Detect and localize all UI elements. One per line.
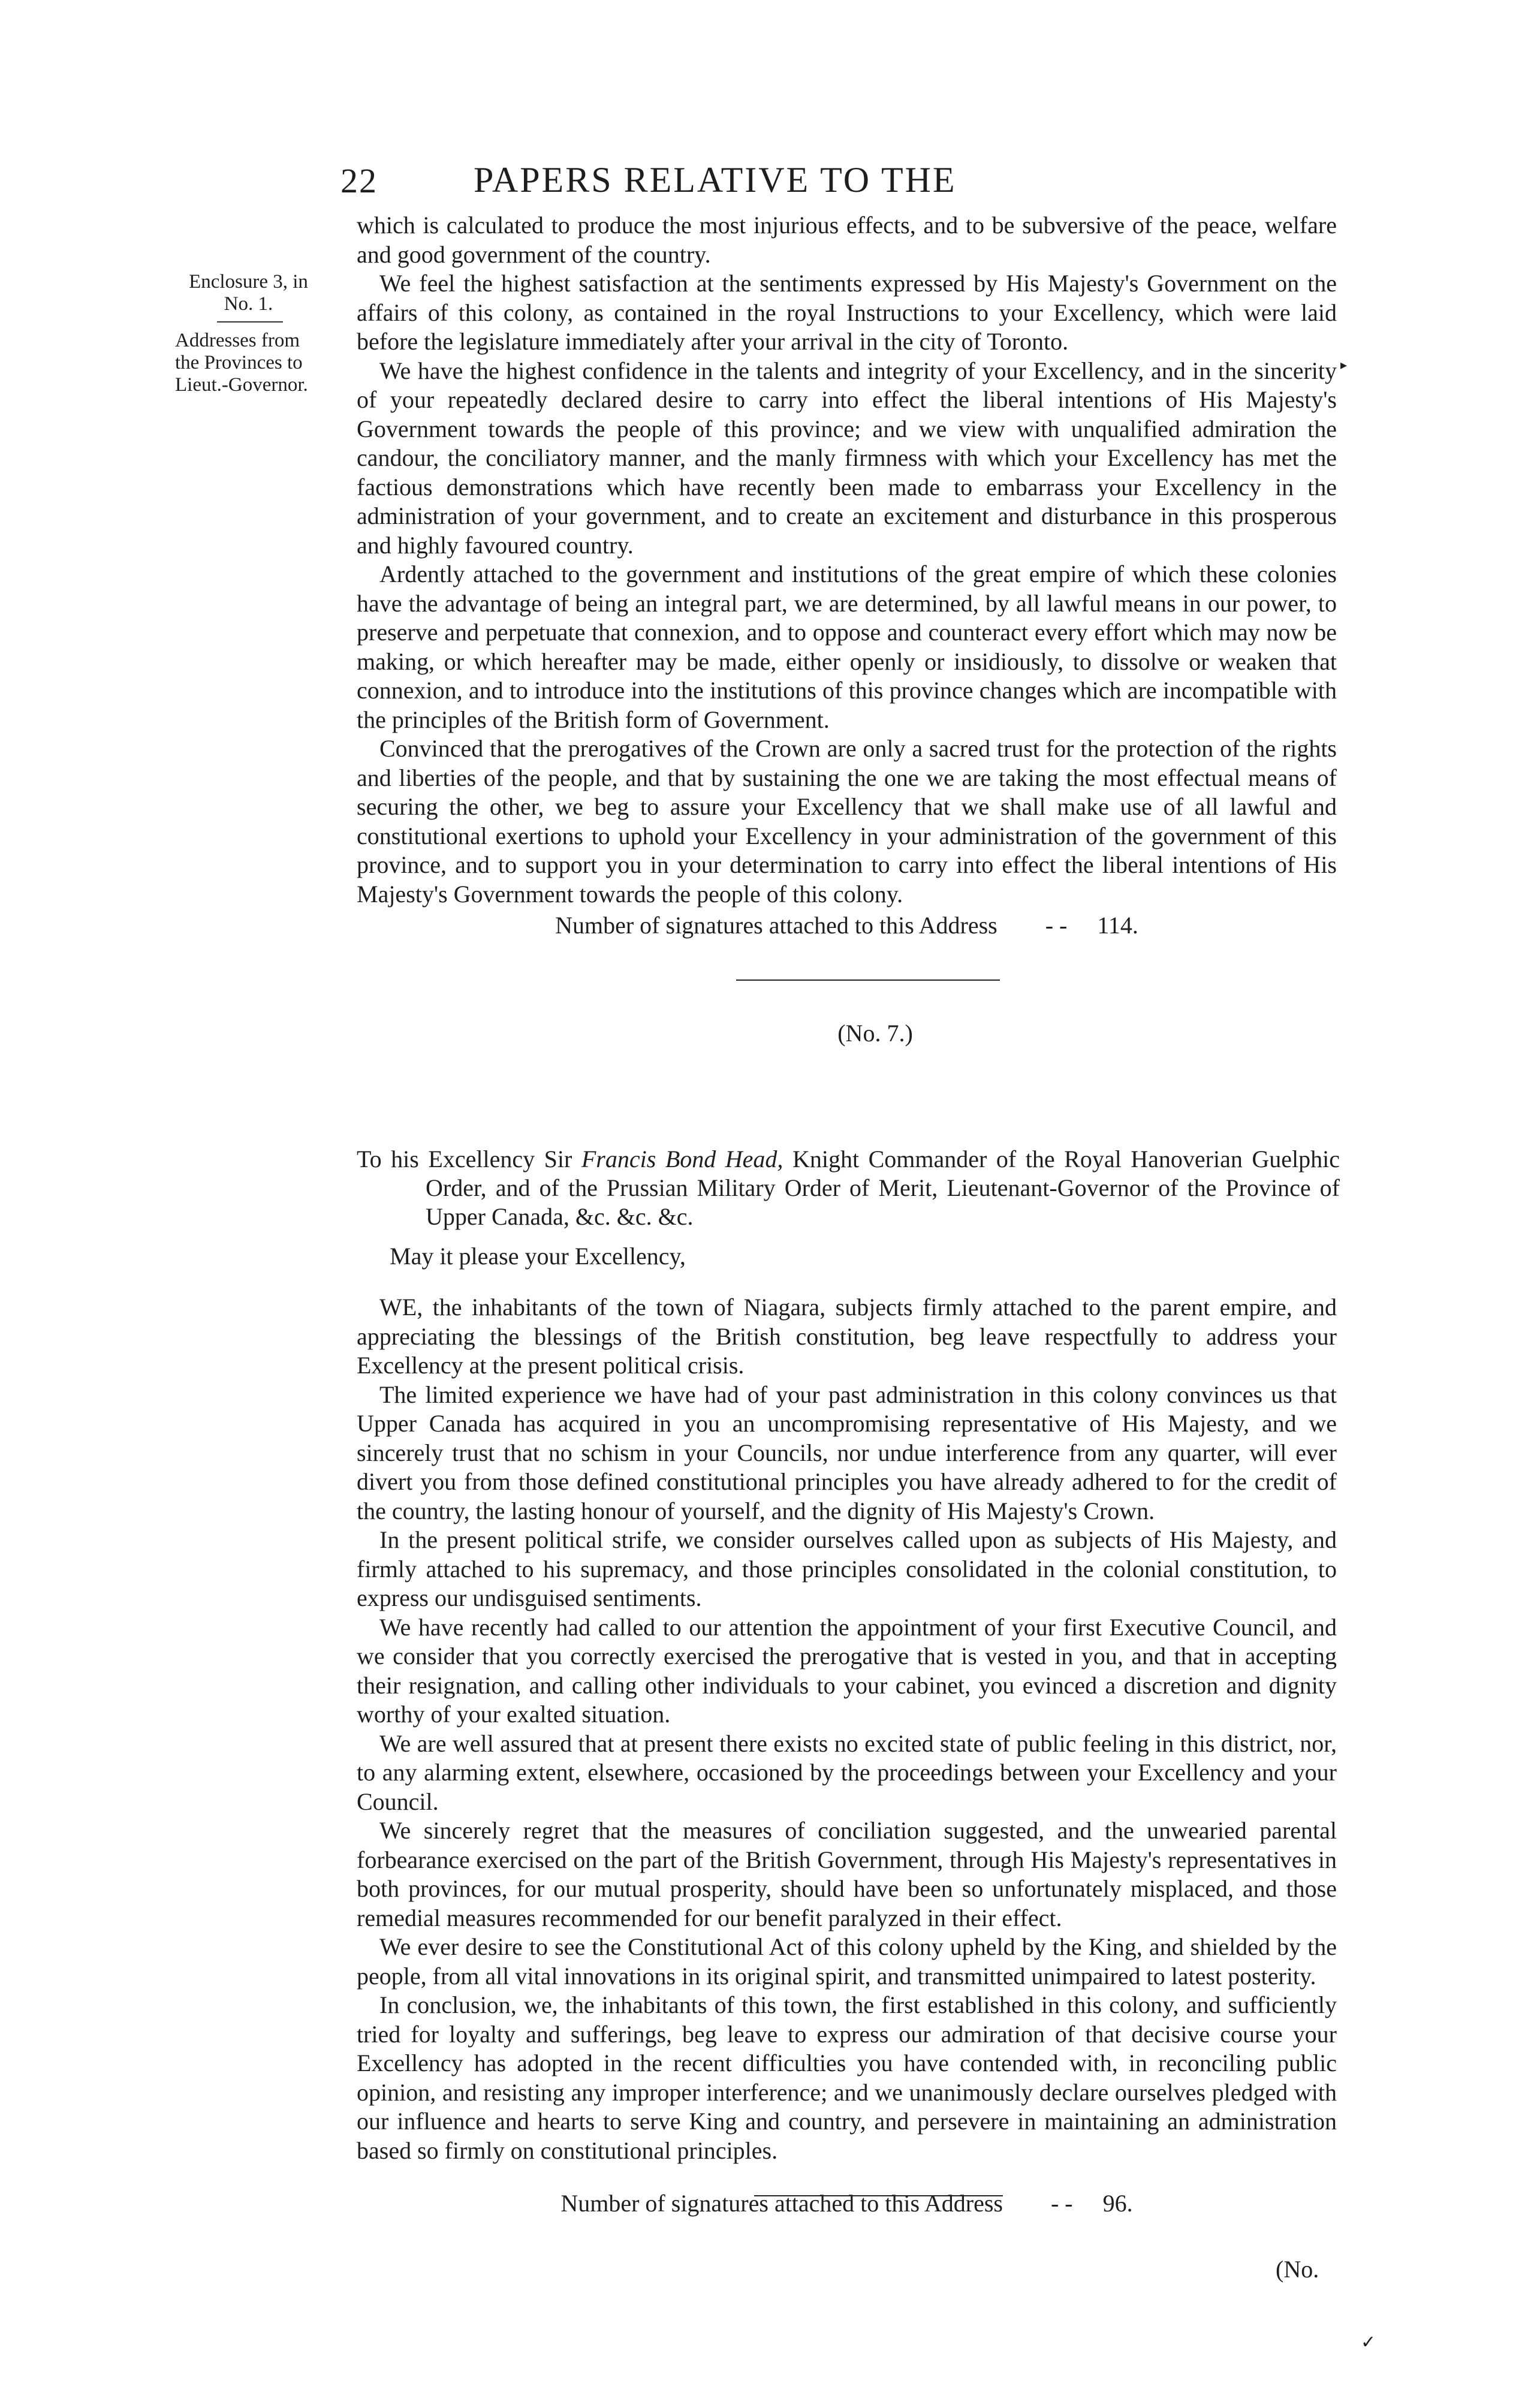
signatures-dashes: - - xyxy=(1050,2190,1073,2217)
page-number: 22 xyxy=(340,161,378,200)
address-6-paragraph: Convinced that the prerogatives of the Crown are only a sacred trust for the protection of the rights and liberties of the people, and that by sustaining the one we are taking the most effectual means of securing the other, we beg to assure your Excellency that we shall make use of all lawful and constitutional exertions to uphold your Excellency in your administration of the government of this province, and to support you in your determination to carry into effect the liberal intentions of His Majesty's Government towards the people of this colony. xyxy=(357,735,1337,908)
address-6-paragraph: We have the highest confidence in the talents and integrity of your Excellency, and in the sincerity of your repeatedly declared desire to carry into effect the liberal intentions of His Majesty's Government towards the people of this province; and we view with unqualified admiration the candour, the conciliatory manner, and the manly firmness with which your Excellency has met the factious demonstrations which have recently been made to embarrass your Excellency in the administration of your government, and to create an excitement and disturbance in this prosperous and highly favoured country. xyxy=(357,357,1337,559)
checkmark-icon: ✓ xyxy=(1361,2332,1376,2352)
address-7-paragraph: The limited experience we have had of your past administration in this colony convinces us that Upper Canada has acquired in you an uncompromising representative of His Majesty, and we sincerely trust that no schism in your Councils, nor undue interference from any quarter, will ever divert you from those defined constitutional principles you have already adhered to for the credit of the country, the lasting honour of yourself, and the dignity of His Majesty's Crown. xyxy=(357,1381,1337,1524)
margin-note-addresses: Addresses from the Provinces to Lieut.-Governor. xyxy=(175,330,308,396)
to-line-rest: Knight Commander of the Royal Hanoverian Guelphic Order, and of the Prussian Military Order of Merit, Lieutenant-Governor of the Province of Upper Canada, &c. &c. &c. xyxy=(426,1146,1340,1230)
address-6-signatures xyxy=(357,911,1337,941)
catchword: (No. xyxy=(1276,2256,1319,2283)
address-6-paragraph: which is calculated to produce the most injurious effects, and to be subversive of the peace, welfare and good government of the country. xyxy=(357,212,1337,268)
margin-note-rule xyxy=(217,321,283,323)
address-6-body xyxy=(357,211,1337,941)
margin-note-enclosure: Enclosure 3, in xyxy=(189,271,308,293)
address-7-paragraph: We sincerely regret that the measures of conciliation suggested, and the unwearied parental forbearance exercised on the part of the British Government, through His Majesty's representatives in both provinces, for our mutual prosperity, should have been so unfortunately misplaced, and those remedial measures recommended for our benefit paralyzed in their effect. xyxy=(357,1817,1337,1931)
signatures-count: 96. xyxy=(1102,2190,1133,2217)
address-7-signatures xyxy=(357,2189,1337,2219)
running-head: PAPERS RELATIVE TO THE xyxy=(474,160,957,200)
section-rule xyxy=(754,2195,1003,2196)
signatures-label: Number of signatures attached to this Address xyxy=(555,912,997,939)
address-7-paragraph: We ever desire to see the Constitutional Act of this colony upheld by the King, and shielded by the people, from all vital innovations in its original spirit, and transmitted unimpaired to latest posterity. xyxy=(357,1933,1337,1990)
address-7-paragraph: In conclusion, we, the inhabitants of this town, the first established in this colony, and sufficiently tried for loyalty and sufferings, beg leave to express our admiration of that decisive course your Excellency has adopted in the recent difficulties you have contended with, in reconciling public opinion, and resisting any improper interference; and we unanimously declare ourselves pledged with our influence and hearts to serve King and country, and persevere in maintaining an administration based so firmly on constitutional principles. xyxy=(357,1991,1337,2164)
address-7-body xyxy=(357,1293,1337,2219)
addressee-name: Francis Bond Head, xyxy=(581,1146,783,1173)
signatures-count: 114. xyxy=(1097,912,1138,939)
address-7-paragraph: In the present political strife, we consider ourselves called upon as subjects of His Majesty, and firmly attached to his supremacy, and those principles consolidated in the colonial constitution, to express our undisguised sentiments. xyxy=(357,1526,1337,1611)
margin-note-number: No. 1. xyxy=(224,293,273,315)
address-7-heading xyxy=(357,1145,1340,1231)
section-rule xyxy=(736,979,1000,981)
address-7-to-line xyxy=(357,1145,1340,1231)
signatures-dashes: - - xyxy=(1045,912,1068,939)
address-7-paragraph: We have recently had called to our attention the appointment of your first Executive Council, and we consider that you correctly exercised the prerogative that is vested in you, and that in accepting their resignation, and calling other individuals to your cabinet, you evinced a discretion and dignity worthy of your exalted situation. xyxy=(357,1613,1337,1728)
address-7-paragraph: WE, the inhabitants of the town of Niagara, subjects firmly attached to the parent empire, and appreciating the blessings of the British constitution, beg leave respectfully to address your Excellency at the present political crisis. xyxy=(357,1294,1337,1379)
margin-note xyxy=(175,271,322,396)
address-6-paragraph: We feel the highest satisfaction at the sentiments expressed by His Majesty's Government on the affairs of this colony, as contained in the royal Instructions to your Excellency, which were laid before the legislature immediately after your arrival in the city of Toronto. xyxy=(357,270,1337,355)
address-7-number: (No. 7.) xyxy=(837,1020,913,1047)
margin-arrow-icon: ▸ xyxy=(1340,357,1348,372)
signatures-label: Number of signatures attached to this Address xyxy=(560,2190,1003,2217)
address-6-paragraph: Ardently attached to the government and institutions of the great empire of which these colonies have the advantage of being an integral part, we are determined, by all lawful means in our power, to preserve and perpetuate that connexion, and to oppose and counteract every effort which may now be making, or which hereafter may be made, either openly or insidiously, to dissolve or weaken that connexion, and to introduce into the institutions of this province changes which are incompatible with the principles of the British form of Government. xyxy=(357,560,1337,733)
salutation: May it please your Excellency, xyxy=(390,1243,686,1270)
address-7-paragraph: We are well assured that at present there exists no excited state of public feeling in this district, nor, to any alarming extent, elsewhere, occasioned by the proceedings between your Excellency and your Council. xyxy=(357,1729,1337,1815)
to-line-start: To his Excellency Sir xyxy=(357,1146,581,1173)
